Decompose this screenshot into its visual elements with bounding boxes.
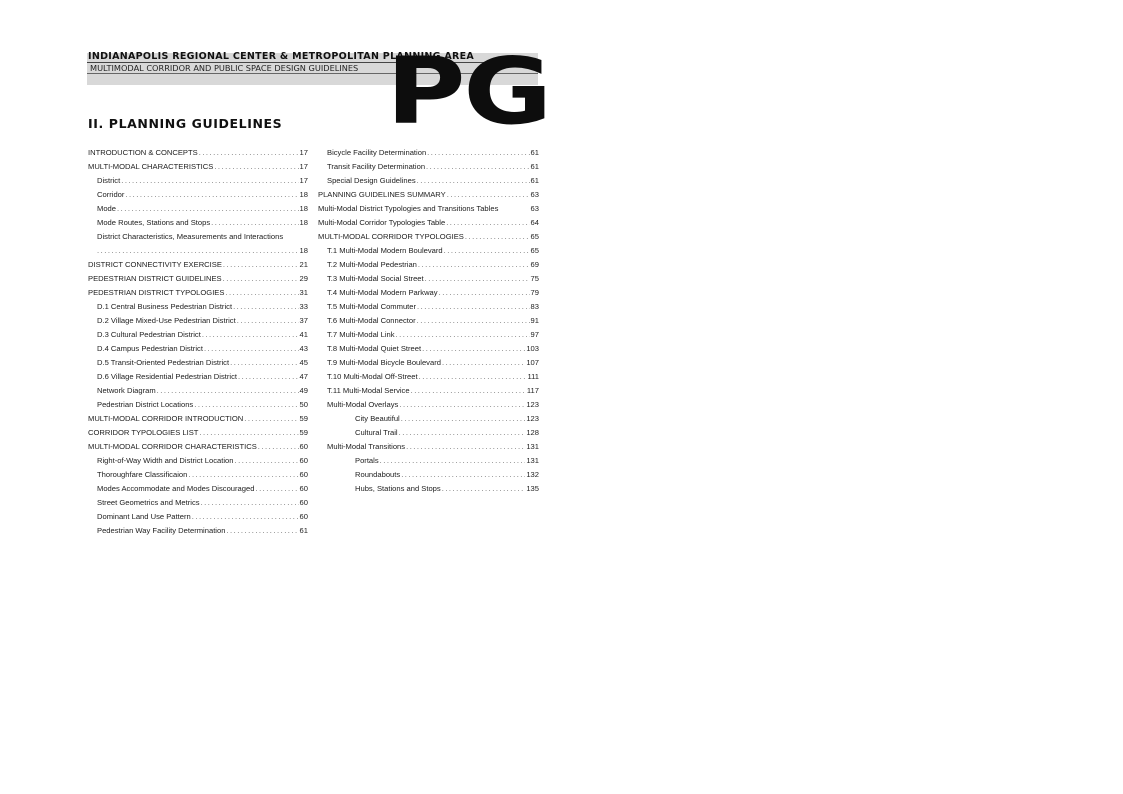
toc-entry[interactable]: [318, 146, 539, 160]
toc-leader: [422, 342, 525, 356]
toc-entry-label: D.3 Cultural Pedestrian District: [97, 330, 201, 339]
toc-entry[interactable]: [88, 174, 308, 188]
section-title: II. PLANNING GUIDELINES: [88, 116, 283, 131]
toc-entry[interactable]: [318, 468, 539, 482]
toc-entry-label: PEDESTRIAN DISTRICT TYPOLOGIES: [88, 288, 225, 297]
toc-entry-label: District: [97, 176, 121, 185]
toc-entry-page: 131: [526, 456, 539, 465]
toc-entry[interactable]: [88, 356, 308, 370]
toc-entry-label: D.5 Transit-Oriented Pedestrian District: [97, 358, 230, 367]
toc-entry-label: Network Diagram: [97, 386, 156, 395]
toc-entry-label: D.6 Village Residential Pedestrian District: [97, 372, 237, 381]
toc-entry-label: Dominant Land Use Pattern: [97, 512, 191, 521]
toc-entry-page: 135: [526, 484, 539, 493]
toc-entry-page: 107: [526, 358, 539, 367]
toc-entry[interactable]: [318, 342, 539, 356]
toc-entry-page: 43: [299, 344, 308, 353]
toc-leader: [465, 230, 530, 244]
toc-entry-label: Special Design Guidelines: [327, 176, 416, 185]
toc-entry[interactable]: [88, 398, 308, 412]
toc-entry-page: 61: [530, 148, 539, 157]
toc-leader: [230, 356, 298, 370]
toc-leader: [446, 216, 529, 230]
toc-leader: [442, 482, 526, 496]
toc-entry-page: 60: [299, 484, 308, 493]
toc-leader: [442, 356, 525, 370]
toc-entry-page: 17: [299, 148, 308, 157]
toc-entry-page: 31: [299, 288, 308, 297]
toc-leader: [419, 370, 527, 384]
toc-entry-label: Multi-Modal Overlays: [327, 400, 399, 409]
toc-leader: [417, 314, 530, 328]
toc-leader: [258, 440, 299, 454]
toc-entry[interactable]: [88, 412, 308, 426]
toc-entry-page: 103: [526, 344, 539, 353]
toc-leader: [411, 384, 526, 398]
toc-entry-label: PLANNING GUIDELINES SUMMARY: [318, 190, 446, 199]
toc-entry[interactable]: [88, 496, 308, 510]
toc-leader: [117, 202, 299, 216]
toc-entry-page: 45: [299, 358, 308, 367]
toc-leader: [396, 328, 530, 342]
toc-entry-label: Pedestrian District Locations: [97, 400, 194, 409]
toc-entry[interactable]: [318, 272, 539, 286]
toc-leader: [226, 524, 298, 538]
toc-entry-page: 29: [299, 274, 308, 283]
toc-leader: [225, 286, 298, 300]
toc-entry[interactable]: [88, 202, 308, 216]
toc-entry-page: 50: [299, 400, 308, 409]
toc-entry[interactable]: [88, 300, 308, 314]
toc-leader: [199, 146, 299, 160]
toc-entry-page: 17: [299, 176, 308, 185]
toc-leader: [223, 258, 299, 272]
toc-entry-label: City Beautiful: [355, 414, 400, 423]
toc-entry-page: 60: [299, 470, 308, 479]
toc-entry-page: 123: [526, 414, 539, 423]
toc-entry[interactable]: [88, 426, 308, 440]
toc-entry[interactable]: [88, 524, 308, 538]
toc-leader: [214, 160, 298, 174]
toc-entry-page: 83: [530, 302, 539, 311]
toc-entry-page: 65: [530, 246, 539, 255]
toc-entry-page: 97: [530, 330, 539, 339]
toc-entry-label: T.6 Multi-Modal Connector: [327, 316, 416, 325]
toc-entry-page: 59: [299, 414, 308, 423]
toc-entry[interactable]: [318, 398, 539, 412]
toc-entry-label: MULTI-MODAL CHARACTERISTICS: [88, 162, 214, 171]
toc-entry-page: 75: [530, 274, 539, 283]
toc-entry[interactable]: [318, 356, 539, 370]
toc-entry-label: Multi-Modal Transitions: [327, 442, 406, 451]
toc-entry-label: T.5 Multi-Modal Commuter: [327, 302, 417, 311]
toc-entry-page: 91: [530, 316, 539, 325]
toc-entry-label: INTRODUCTION & CONCEPTS: [88, 148, 198, 157]
toc-entry-label: T.7 Multi-Modal Link: [327, 330, 395, 339]
toc-leader: [406, 440, 525, 454]
toc-leader: [427, 146, 529, 160]
toc-entry-page: 59: [299, 428, 308, 437]
toc-entry-label: T.10 Multi-Modal Off-Street: [327, 372, 418, 381]
toc-leader: [97, 244, 299, 258]
toc-entry-label: Mode: [97, 204, 116, 213]
toc-entry[interactable]: [88, 216, 308, 230]
toc-entry-page: 60: [299, 456, 308, 465]
toc-entry-label: Mode Routes, Stations and Stops: [97, 218, 211, 227]
toc-leader: [223, 272, 299, 286]
toc-entry-page: 41: [299, 330, 308, 339]
section-mark: PG: [386, 38, 550, 145]
toc-entry-continuation[interactable]: [88, 244, 308, 258]
toc-entry[interactable]: [88, 370, 308, 384]
toc-entry-page: 132: [526, 470, 539, 479]
toc-entry[interactable]: [318, 230, 539, 244]
toc-entry[interactable]: [318, 174, 539, 188]
toc-entry-page: 60: [299, 498, 308, 507]
document-series-title: INDIANAPOLIS REGIONAL CENTER & METROPOLITAN PLANNING AREA: [88, 51, 475, 62]
toc-entry-label: T.11 Multi-Modal Service: [327, 386, 410, 395]
toc-leader: [192, 510, 299, 524]
toc-entry[interactable]: [88, 454, 308, 468]
toc-leader: [418, 258, 530, 272]
toc-entry-label: T.4 Multi-Modal Modern Parkway: [327, 288, 438, 297]
toc-leader: [211, 216, 298, 230]
toc-entry-label: Right-of-Way Width and District Location: [97, 456, 234, 465]
toc-entry-page: 17: [299, 162, 308, 171]
toc-entry-page: 18: [299, 190, 308, 199]
toc-leader: [199, 426, 298, 440]
toc-entry-label: Corridor: [97, 190, 125, 199]
toc-entry-label: T.8 Multi-Modal Quiet Street: [327, 344, 422, 353]
toc-entry[interactable]: [88, 286, 308, 300]
toc-entry-page: 60: [299, 442, 308, 451]
toc-entry-label: Modes Accommodate and Modes Discouraged: [97, 484, 255, 493]
toc-entry-page: 47: [299, 372, 308, 381]
toc-entry[interactable]: [318, 482, 539, 496]
toc-entry[interactable]: [318, 426, 539, 440]
toc-entry[interactable]: [318, 440, 539, 454]
toc-leader: [188, 468, 298, 482]
toc-entry[interactable]: [318, 160, 539, 174]
toc-entry-label: T.2 Multi-Modal Pedestrian: [327, 260, 417, 269]
toc-entry-label: Bicycle Facility Determination: [327, 148, 427, 157]
toc-leader: [425, 272, 530, 286]
toc-leader: [194, 398, 298, 412]
toc-entry[interactable]: [88, 146, 308, 160]
toc-entry-page: 21: [299, 260, 308, 269]
toc-entry-page: 49: [299, 386, 308, 395]
toc-entry[interactable]: [88, 342, 308, 356]
toc-leader: [244, 412, 298, 426]
toc-leader: [237, 314, 299, 328]
toc-leader: [234, 454, 298, 468]
toc-entry-label: T.3 Multi-Modal Social Street: [327, 274, 424, 283]
toc-entry-label: Cultural Trail: [355, 428, 398, 437]
toc-entry[interactable]: [318, 454, 539, 468]
toc-leader: [417, 174, 530, 188]
toc-left-column: [88, 146, 308, 538]
document-subtitle: MULTIMODAL CORRIDOR AND PUBLIC SPACE DESIGN GUIDELINES: [90, 63, 359, 73]
toc-entry-label: Pedestrian Way Facility Determination: [97, 526, 226, 535]
toc-entry-label: MULTI-MODAL CORRIDOR INTRODUCTION: [88, 414, 244, 423]
toc-leader: [201, 496, 299, 510]
toc-entry-page: 60: [299, 512, 308, 521]
toc-entry-page: 117: [526, 386, 539, 395]
toc-entry-page: 79: [530, 288, 539, 297]
toc-entry-label: Thoroughfare Classificaion: [97, 470, 188, 479]
toc-entry-label: Portals: [355, 456, 379, 465]
toc-entry[interactable]: [318, 202, 539, 216]
toc-entry[interactable]: [88, 258, 308, 272]
toc-entry-label: D.2 Village Mixed-Use Pedestrian District: [97, 316, 236, 325]
toc-entry[interactable]: [88, 510, 308, 524]
toc-entry-label: District Characteristics, Measurements and Interactions: [97, 232, 284, 241]
toc-entry[interactable]: [318, 286, 539, 300]
toc-entry[interactable]: [88, 384, 308, 398]
toc-entry[interactable]: [88, 160, 308, 174]
toc-leader: [426, 160, 530, 174]
toc-entry[interactable]: [88, 328, 308, 342]
toc-entry[interactable]: [318, 188, 539, 202]
toc-entry-page: 18: [299, 204, 308, 213]
toc-leader: [204, 342, 299, 356]
toc-entry-label: Transit Facility Determination: [327, 162, 426, 171]
toc-entry[interactable]: [88, 314, 308, 328]
toc-entry-page: 18: [299, 218, 308, 227]
toc-entry[interactable]: [88, 440, 308, 454]
toc-entry[interactable]: [318, 328, 539, 342]
toc-entry-page: 61: [530, 176, 539, 185]
toc-entry-page: 69: [530, 260, 539, 269]
toc-leader: [399, 398, 525, 412]
toc-entry-label: DISTRICT CONNECTIVITY EXERCISE: [88, 260, 222, 269]
toc-entry-label: MULTI-MODAL CORRIDOR TYPOLOGIES: [318, 232, 464, 241]
toc-entry-label: D.1 Central Business Pedestrian District: [97, 302, 233, 311]
toc-entry-label: D.4 Campus Pedestrian District: [97, 344, 203, 353]
toc-leader: [444, 244, 530, 258]
toc-leader: [121, 174, 298, 188]
toc-entry-page: 61: [530, 162, 539, 171]
toc-leader: [417, 300, 530, 314]
toc-entry[interactable]: [88, 272, 308, 286]
toc-leader: [439, 286, 530, 300]
toc-entry-page: 61: [299, 526, 308, 535]
toc-leader: [380, 454, 526, 468]
toc-entry-label: Multi-Modal Corridor Typologies Table: [318, 218, 446, 227]
toc-entry-label: PEDESTRIAN DISTRICT GUIDELINES: [88, 274, 222, 283]
toc-leader: [399, 426, 526, 440]
toc-entry[interactable]: [318, 244, 539, 258]
toc-leader: [157, 384, 299, 398]
toc-entry-label: T.9 Multi-Modal Bicycle Boulevard: [327, 358, 441, 367]
toc-entry-label: CORRIDOR TYPOLOGIES LIST: [88, 428, 199, 437]
toc-entry-page: 37: [299, 316, 308, 325]
toc-leader: [447, 188, 530, 202]
toc-entry-page: 111: [527, 372, 539, 381]
toc-leader: [233, 300, 298, 314]
toc-entry-label: Multi-Modal District Typologies and Transitions Tables: [318, 204, 499, 213]
toc-entry-page: 123: [526, 400, 539, 409]
toc-entry-page: 63: [530, 204, 539, 213]
toc-leader: [255, 482, 298, 496]
toc-entry-page: 33: [299, 302, 308, 311]
toc-leader: [125, 188, 298, 202]
toc-leader: [238, 370, 299, 384]
toc-entry-page: 18: [299, 246, 308, 255]
toc-entry[interactable]: [88, 468, 308, 482]
toc-entry[interactable]: [318, 300, 539, 314]
toc-entry-page: 64: [530, 218, 539, 227]
toc-entry-page: 63: [530, 190, 539, 199]
toc-entry[interactable]: [88, 482, 308, 496]
toc-entry-page: 65: [530, 232, 539, 241]
toc-entry-label: T.1 Multi-Modal Modern Boulevard: [327, 246, 443, 255]
toc-entry[interactable]: [88, 188, 308, 202]
toc-right-column: [318, 146, 539, 496]
toc-entry[interactable]: [318, 216, 539, 230]
toc-entry-label: Street Geometrics and Metrics: [97, 498, 200, 507]
toc-entry-label: Hubs, Stations and Stops: [355, 484, 441, 493]
toc-entry-label: Roundabouts: [355, 470, 401, 479]
toc-entry-page: 128: [526, 428, 539, 437]
toc-entry[interactable]: [318, 412, 539, 426]
toc-entry[interactable]: [318, 258, 539, 272]
toc-entry[interactable]: [318, 314, 539, 328]
toc-entry-label: MULTI-MODAL CORRIDOR CHARACTERISTICS: [88, 442, 257, 451]
toc-leader: [401, 412, 526, 426]
toc-entry[interactable]: [318, 370, 539, 384]
toc-leader: [202, 328, 299, 342]
toc-leader: [401, 468, 525, 482]
toc-entry-page: 131: [526, 442, 539, 451]
toc-entry[interactable]: [318, 384, 539, 398]
toc-entry[interactable]: [88, 230, 308, 244]
